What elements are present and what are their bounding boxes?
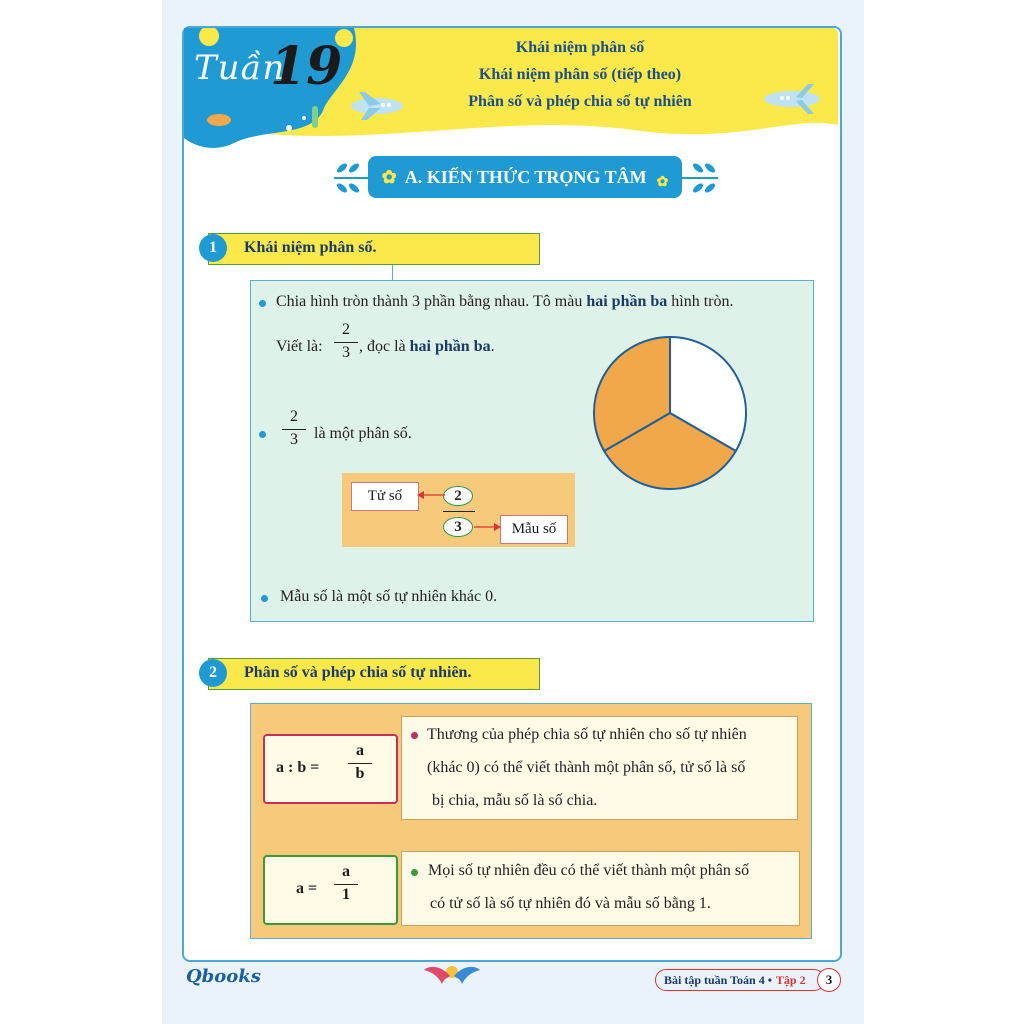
fraction-two-thirds-standalone: [282, 408, 306, 451]
fraction-numerator: a: [342, 863, 350, 880]
formula2-fraction: [334, 863, 358, 906]
diagram-fraction-bar: [443, 511, 475, 512]
fraction-two-thirds: [334, 321, 358, 364]
part1-line1: [276, 293, 733, 311]
flower-icon: ✿: [381, 166, 397, 187]
leaf-branch-icon: [678, 152, 722, 204]
wings-logo-icon: [422, 962, 482, 992]
section-title-text: A. KIẾN THỨC TRỌNG TÂM: [404, 166, 647, 187]
week-number: 19: [270, 36, 343, 97]
info1-line1: Thương của phép chia số tự nhiên cho số tự nhiên: [427, 726, 747, 743]
denominator-label: Mẫu số: [500, 515, 568, 544]
week-topics: [420, 34, 740, 115]
fraction-bar: [334, 342, 358, 343]
info1-line3: bị chia, mẫu số là số chia.: [432, 792, 598, 809]
topic-3: Phân số và phép chia số tự nhiên: [468, 93, 692, 110]
line2-text: , đọc là: [359, 338, 410, 355]
numerator-label: Tử số: [351, 482, 419, 511]
fraction-denominator: 3: [290, 431, 298, 448]
formula-whole-box: [263, 855, 398, 925]
formula1-fraction: [348, 742, 372, 785]
fraction-numerator: 2: [290, 408, 298, 425]
info2-line2: có tử số là số tự nhiên đó và mẫu số bằng 1.: [430, 895, 711, 912]
line1-text: Chia hình tròn thành 3 phần bằng nhau. Tô màu: [276, 293, 587, 310]
denominator-value: 3: [443, 517, 473, 537]
line2-bold: hai phần ba: [409, 338, 491, 355]
info1-line2: (khác 0) có thể viết thành một phân số, tử số là số: [427, 759, 746, 776]
bullet-dot: [259, 300, 266, 307]
line1-bold: hai phần ba: [586, 293, 668, 310]
pie-two-thirds: [590, 333, 750, 493]
part1-bullet3: Mẫu số là một số tự nhiên khác 0.: [280, 588, 498, 605]
fraction-numerator: 2: [342, 321, 350, 338]
part1-bullet2: là một phân số.: [314, 425, 412, 442]
publisher-logo: Qbooks: [186, 966, 261, 987]
fraction-denominator: 1: [342, 886, 350, 903]
fraction-bar: [282, 429, 306, 430]
fraction-denominator: 3: [342, 344, 350, 361]
section-title: [368, 156, 682, 198]
flower-icon: ✿: [656, 174, 669, 190]
book-title-footer: [655, 969, 825, 991]
part1-title: Khái niệm phân số.: [244, 239, 377, 256]
pie-slices: [594, 337, 746, 489]
page-number: 3: [817, 968, 841, 992]
arrow-right-icon: [474, 522, 501, 532]
connector-line: [392, 265, 393, 280]
part1-number: 1: [199, 234, 227, 262]
part2-title: Phân số và phép chia số tự nhiên.: [244, 664, 472, 681]
topic-1: Khái niệm phân số: [515, 39, 645, 56]
fraction-bar: [348, 763, 372, 764]
part1-line2-prefix: Viết là:: [276, 338, 323, 355]
bullet-dot: [261, 595, 268, 602]
line1-end: hình tròn.: [667, 293, 734, 310]
formula1-left: a : b =: [276, 759, 320, 776]
fraction-denominator: b: [355, 765, 365, 782]
info2-line1: Mọi số tự nhiên đều có thể viết thành một phân số: [428, 862, 750, 879]
part2-number: 2: [199, 659, 227, 687]
arrow-left-icon: [417, 490, 445, 500]
bullet-dot: [411, 869, 418, 876]
airplane-icon: [345, 90, 407, 122]
fraction-numerator: a: [356, 742, 364, 759]
airplane-icon: [760, 82, 826, 116]
formula2-left: a =: [296, 880, 318, 897]
book-volume: Tập 2: [775, 972, 806, 987]
part1-line2-suffix: [359, 338, 495, 356]
topic-2: Khái niệm phân số (tiếp theo): [478, 66, 682, 83]
week-word: Tuần: [194, 48, 286, 88]
bullet-dot: [259, 431, 266, 438]
book-title: Bài tập tuần Toán 4 •: [664, 972, 772, 987]
line2-end: .: [490, 338, 495, 355]
bullet-dot: [411, 732, 418, 739]
numerator-value: 2: [443, 486, 473, 506]
fraction-bar: [334, 884, 358, 885]
